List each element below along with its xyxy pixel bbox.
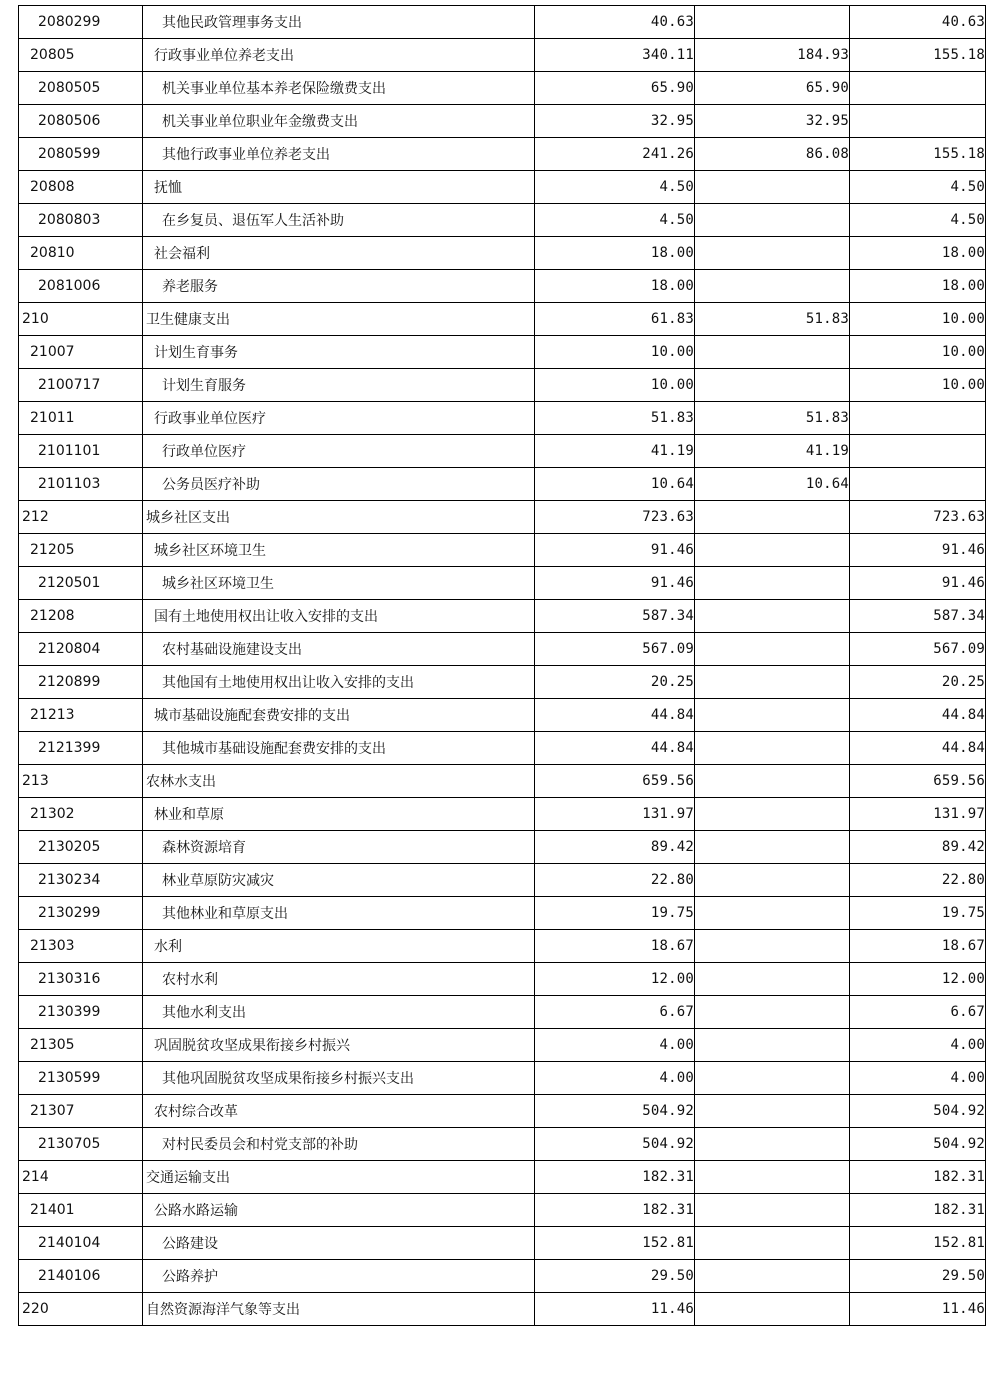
account-code-cell: 2080506 — [19, 105, 143, 138]
account-name-cell: 行政事业单位医疗 — [143, 402, 535, 435]
basic-expenditure-cell — [695, 831, 850, 864]
account-code-cell: 2120899 — [19, 666, 143, 699]
total-amount-cell: 41.19 — [535, 435, 695, 468]
basic-expenditure-cell — [695, 765, 850, 798]
account-code-cell: 2080299 — [19, 6, 143, 39]
account-name-cell: 农村基础设施建设支出 — [143, 633, 535, 666]
project-expenditure-cell: 18.00 — [850, 270, 986, 303]
table-row — [19, 930, 986, 963]
account-name-cell: 城乡社区环境卫生 — [143, 534, 535, 567]
project-expenditure-cell: 4.50 — [850, 204, 986, 237]
total-amount-cell: 567.09 — [535, 633, 695, 666]
total-amount-cell: 4.00 — [535, 1029, 695, 1062]
total-amount-cell: 91.46 — [535, 534, 695, 567]
table-row — [19, 666, 986, 699]
project-expenditure-cell: 587.34 — [850, 600, 986, 633]
basic-expenditure-cell: 184.93 — [695, 39, 850, 72]
total-amount-cell: 131.97 — [535, 798, 695, 831]
account-name-cell: 在乡复员、退伍军人生活补助 — [143, 204, 535, 237]
account-name-cell: 卫生健康支出 — [143, 303, 535, 336]
account-name-cell: 其他巩固脱贫攻坚成果衔接乡村振兴支出 — [143, 1062, 535, 1095]
basic-expenditure-cell — [695, 897, 850, 930]
project-expenditure-cell: 18.00 — [850, 237, 986, 270]
account-code-cell: 2130299 — [19, 897, 143, 930]
basic-expenditure-cell — [695, 699, 850, 732]
total-amount-cell: 723.63 — [535, 501, 695, 534]
total-amount-cell: 91.46 — [535, 567, 695, 600]
account-name-cell: 水利 — [143, 930, 535, 963]
project-expenditure-cell: 182.31 — [850, 1161, 986, 1194]
project-expenditure-cell — [850, 105, 986, 138]
account-code-cell: 2121399 — [19, 732, 143, 765]
basic-expenditure-cell — [695, 171, 850, 204]
total-amount-cell: 504.92 — [535, 1095, 695, 1128]
basic-expenditure-cell: 51.83 — [695, 303, 850, 336]
account-name-cell: 养老服务 — [143, 270, 535, 303]
basic-expenditure-cell — [695, 1194, 850, 1227]
total-amount-cell: 241.26 — [535, 138, 695, 171]
account-name-cell: 自然资源海洋气象等支出 — [143, 1293, 535, 1326]
account-code-cell: 2081006 — [19, 270, 143, 303]
basic-expenditure-cell — [695, 369, 850, 402]
total-amount-cell: 29.50 — [535, 1260, 695, 1293]
table-row — [19, 72, 986, 105]
table-row — [19, 1260, 986, 1293]
account-name-cell: 其他水利支出 — [143, 996, 535, 1029]
total-amount-cell: 20.25 — [535, 666, 695, 699]
table-row — [19, 1161, 986, 1194]
account-code-cell: 21303 — [19, 930, 143, 963]
account-code-cell: 21401 — [19, 1194, 143, 1227]
table-row — [19, 798, 986, 831]
total-amount-cell: 18.67 — [535, 930, 695, 963]
basic-expenditure-cell — [695, 996, 850, 1029]
project-expenditure-cell: 18.67 — [850, 930, 986, 963]
table-row — [19, 336, 986, 369]
project-expenditure-cell: 20.25 — [850, 666, 986, 699]
basic-expenditure-cell — [695, 237, 850, 270]
account-code-cell: 2120804 — [19, 633, 143, 666]
account-name-cell: 公务员医疗补助 — [143, 468, 535, 501]
basic-expenditure-cell: 41.19 — [695, 435, 850, 468]
account-code-cell: 21305 — [19, 1029, 143, 1062]
table-row — [19, 1128, 986, 1161]
table-body — [19, 6, 986, 1326]
account-code-cell: 21302 — [19, 798, 143, 831]
project-expenditure-cell — [850, 435, 986, 468]
table-row — [19, 1062, 986, 1095]
project-expenditure-cell: 504.92 — [850, 1095, 986, 1128]
account-name-cell: 其他国有土地使用权出让收入安排的支出 — [143, 666, 535, 699]
project-expenditure-cell: 155.18 — [850, 39, 986, 72]
basic-expenditure-cell: 51.83 — [695, 402, 850, 435]
account-name-cell: 城乡社区环境卫生 — [143, 567, 535, 600]
basic-expenditure-cell — [695, 963, 850, 996]
table-row — [19, 468, 986, 501]
account-name-cell: 城乡社区支出 — [143, 501, 535, 534]
total-amount-cell: 6.67 — [535, 996, 695, 1029]
basic-expenditure-cell — [695, 204, 850, 237]
basic-expenditure-cell — [695, 732, 850, 765]
total-amount-cell: 10.00 — [535, 336, 695, 369]
table-row — [19, 699, 986, 732]
account-code-cell: 213 — [19, 765, 143, 798]
total-amount-cell: 51.83 — [535, 402, 695, 435]
project-expenditure-cell: 723.63 — [850, 501, 986, 534]
total-amount-cell: 182.31 — [535, 1161, 695, 1194]
table-row — [19, 732, 986, 765]
table-row — [19, 270, 986, 303]
project-expenditure-cell — [850, 402, 986, 435]
project-expenditure-cell: 155.18 — [850, 138, 986, 171]
project-expenditure-cell: 44.84 — [850, 699, 986, 732]
table-row — [19, 105, 986, 138]
basic-expenditure-cell — [695, 270, 850, 303]
basic-expenditure-cell: 65.90 — [695, 72, 850, 105]
project-expenditure-cell: 12.00 — [850, 963, 986, 996]
basic-expenditure-cell: 32.95 — [695, 105, 850, 138]
table-row — [19, 600, 986, 633]
account-name-cell: 机关事业单位职业年金缴费支出 — [143, 105, 535, 138]
account-name-cell: 抚恤 — [143, 171, 535, 204]
table-row — [19, 237, 986, 270]
project-expenditure-cell: 91.46 — [850, 534, 986, 567]
total-amount-cell: 182.31 — [535, 1194, 695, 1227]
account-code-cell: 2130316 — [19, 963, 143, 996]
table-row — [19, 138, 986, 171]
basic-expenditure-cell — [695, 1062, 850, 1095]
account-code-cell: 2130234 — [19, 864, 143, 897]
account-code-cell: 21011 — [19, 402, 143, 435]
basic-expenditure-cell — [695, 1095, 850, 1128]
basic-expenditure-cell — [695, 1260, 850, 1293]
account-name-cell: 其他林业和草原支出 — [143, 897, 535, 930]
basic-expenditure-cell — [695, 1227, 850, 1260]
basic-expenditure-cell — [695, 1029, 850, 1062]
account-code-cell: 2100717 — [19, 369, 143, 402]
total-amount-cell: 152.81 — [535, 1227, 695, 1260]
total-amount-cell: 659.56 — [535, 765, 695, 798]
total-amount-cell: 40.63 — [535, 6, 695, 39]
total-amount-cell: 4.00 — [535, 1062, 695, 1095]
account-code-cell: 21213 — [19, 699, 143, 732]
total-amount-cell: 32.95 — [535, 105, 695, 138]
total-amount-cell: 89.42 — [535, 831, 695, 864]
table-row — [19, 369, 986, 402]
account-code-cell: 2101103 — [19, 468, 143, 501]
account-name-cell: 公路建设 — [143, 1227, 535, 1260]
total-amount-cell: 11.46 — [535, 1293, 695, 1326]
account-name-cell: 机关事业单位基本养老保险缴费支出 — [143, 72, 535, 105]
project-expenditure-cell: 11.46 — [850, 1293, 986, 1326]
project-expenditure-cell: 567.09 — [850, 633, 986, 666]
table-row — [19, 6, 986, 39]
account-code-cell: 20805 — [19, 39, 143, 72]
basic-expenditure-cell — [695, 600, 850, 633]
total-amount-cell: 65.90 — [535, 72, 695, 105]
account-name-cell: 城市基础设施配套费安排的支出 — [143, 699, 535, 732]
account-name-cell: 计划生育事务 — [143, 336, 535, 369]
account-code-cell: 21307 — [19, 1095, 143, 1128]
table-row — [19, 1029, 986, 1062]
basic-expenditure-cell — [695, 567, 850, 600]
table-row — [19, 567, 986, 600]
account-code-cell: 214 — [19, 1161, 143, 1194]
account-code-cell: 210 — [19, 303, 143, 336]
total-amount-cell: 12.00 — [535, 963, 695, 996]
account-code-cell: 212 — [19, 501, 143, 534]
table-row — [19, 1095, 986, 1128]
account-name-cell: 公路水路运输 — [143, 1194, 535, 1227]
project-expenditure-cell: 182.31 — [850, 1194, 986, 1227]
account-code-cell: 2120501 — [19, 567, 143, 600]
table-row — [19, 897, 986, 930]
table-row — [19, 171, 986, 204]
table-row — [19, 435, 986, 468]
basic-expenditure-cell — [695, 1128, 850, 1161]
account-code-cell: 2130599 — [19, 1062, 143, 1095]
total-amount-cell: 4.50 — [535, 171, 695, 204]
table-row — [19, 204, 986, 237]
project-expenditure-cell: 659.56 — [850, 765, 986, 798]
account-name-cell: 森林资源培育 — [143, 831, 535, 864]
total-amount-cell: 44.84 — [535, 699, 695, 732]
account-code-cell: 2140104 — [19, 1227, 143, 1260]
project-expenditure-cell: 19.75 — [850, 897, 986, 930]
basic-expenditure-cell — [695, 1293, 850, 1326]
total-amount-cell: 10.64 — [535, 468, 695, 501]
basic-expenditure-cell — [695, 930, 850, 963]
account-code-cell: 2140106 — [19, 1260, 143, 1293]
project-expenditure-cell: 89.42 — [850, 831, 986, 864]
total-amount-cell: 18.00 — [535, 270, 695, 303]
project-expenditure-cell: 131.97 — [850, 798, 986, 831]
total-amount-cell: 340.11 — [535, 39, 695, 72]
project-expenditure-cell: 22.80 — [850, 864, 986, 897]
total-amount-cell: 10.00 — [535, 369, 695, 402]
project-expenditure-cell: 10.00 — [850, 303, 986, 336]
project-expenditure-cell: 10.00 — [850, 369, 986, 402]
account-name-cell: 其他行政事业单位养老支出 — [143, 138, 535, 171]
account-name-cell: 计划生育服务 — [143, 369, 535, 402]
basic-expenditure-cell — [695, 6, 850, 39]
account-code-cell: 21007 — [19, 336, 143, 369]
account-name-cell: 其他民政管理事务支出 — [143, 6, 535, 39]
table-row — [19, 1194, 986, 1227]
account-name-cell: 其他城市基础设施配套费安排的支出 — [143, 732, 535, 765]
total-amount-cell: 19.75 — [535, 897, 695, 930]
account-code-cell: 20808 — [19, 171, 143, 204]
total-amount-cell: 61.83 — [535, 303, 695, 336]
account-code-cell: 2130399 — [19, 996, 143, 1029]
basic-expenditure-cell — [695, 666, 850, 699]
table-row — [19, 996, 986, 1029]
basic-expenditure-cell — [695, 633, 850, 666]
basic-expenditure-cell — [695, 864, 850, 897]
table-row — [19, 963, 986, 996]
table-row — [19, 534, 986, 567]
account-name-cell: 交通运输支出 — [143, 1161, 535, 1194]
account-name-cell: 社会福利 — [143, 237, 535, 270]
account-name-cell: 农林水支出 — [143, 765, 535, 798]
expenditure-table — [18, 5, 986, 1326]
account-code-cell: 2101101 — [19, 435, 143, 468]
project-expenditure-cell: 4.50 — [850, 171, 986, 204]
table-row — [19, 831, 986, 864]
table-row — [19, 633, 986, 666]
account-name-cell: 公路养护 — [143, 1260, 535, 1293]
table-row — [19, 1293, 986, 1326]
project-expenditure-cell: 6.67 — [850, 996, 986, 1029]
table-row — [19, 303, 986, 336]
account-name-cell: 林业和草原 — [143, 798, 535, 831]
total-amount-cell: 44.84 — [535, 732, 695, 765]
account-code-cell: 2130205 — [19, 831, 143, 864]
account-code-cell: 21208 — [19, 600, 143, 633]
table-row — [19, 864, 986, 897]
account-name-cell: 巩固脱贫攻坚成果衔接乡村振兴 — [143, 1029, 535, 1062]
basic-expenditure-cell — [695, 1161, 850, 1194]
project-expenditure-cell — [850, 72, 986, 105]
basic-expenditure-cell — [695, 336, 850, 369]
total-amount-cell: 18.00 — [535, 237, 695, 270]
project-expenditure-cell: 91.46 — [850, 567, 986, 600]
table-row — [19, 1227, 986, 1260]
basic-expenditure-cell — [695, 501, 850, 534]
basic-expenditure-cell: 10.64 — [695, 468, 850, 501]
table-row — [19, 765, 986, 798]
total-amount-cell: 504.92 — [535, 1128, 695, 1161]
project-expenditure-cell: 44.84 — [850, 732, 986, 765]
account-code-cell: 2080599 — [19, 138, 143, 171]
table-row — [19, 39, 986, 72]
account-code-cell: 2080803 — [19, 204, 143, 237]
project-expenditure-cell: 4.00 — [850, 1062, 986, 1095]
account-code-cell: 220 — [19, 1293, 143, 1326]
account-name-cell: 行政单位医疗 — [143, 435, 535, 468]
project-expenditure-cell: 10.00 — [850, 336, 986, 369]
account-name-cell: 国有土地使用权出让收入安排的支出 — [143, 600, 535, 633]
project-expenditure-cell: 152.81 — [850, 1227, 986, 1260]
table-row — [19, 501, 986, 534]
project-expenditure-cell — [850, 468, 986, 501]
table-row — [19, 402, 986, 435]
basic-expenditure-cell: 86.08 — [695, 138, 850, 171]
project-expenditure-cell: 4.00 — [850, 1029, 986, 1062]
project-expenditure-cell: 504.92 — [850, 1128, 986, 1161]
account-name-cell: 农村水利 — [143, 963, 535, 996]
account-code-cell: 2130705 — [19, 1128, 143, 1161]
account-name-cell: 农村综合改革 — [143, 1095, 535, 1128]
project-expenditure-cell: 40.63 — [850, 6, 986, 39]
account-name-cell: 对村民委员会和村党支部的补助 — [143, 1128, 535, 1161]
total-amount-cell: 22.80 — [535, 864, 695, 897]
basic-expenditure-cell — [695, 798, 850, 831]
account-name-cell: 林业草原防灾减灾 — [143, 864, 535, 897]
total-amount-cell: 4.50 — [535, 204, 695, 237]
project-expenditure-cell: 29.50 — [850, 1260, 986, 1293]
account-code-cell: 20810 — [19, 237, 143, 270]
account-code-cell: 21205 — [19, 534, 143, 567]
basic-expenditure-cell — [695, 534, 850, 567]
account-name-cell: 行政事业单位养老支出 — [143, 39, 535, 72]
total-amount-cell: 587.34 — [535, 600, 695, 633]
account-code-cell: 2080505 — [19, 72, 143, 105]
